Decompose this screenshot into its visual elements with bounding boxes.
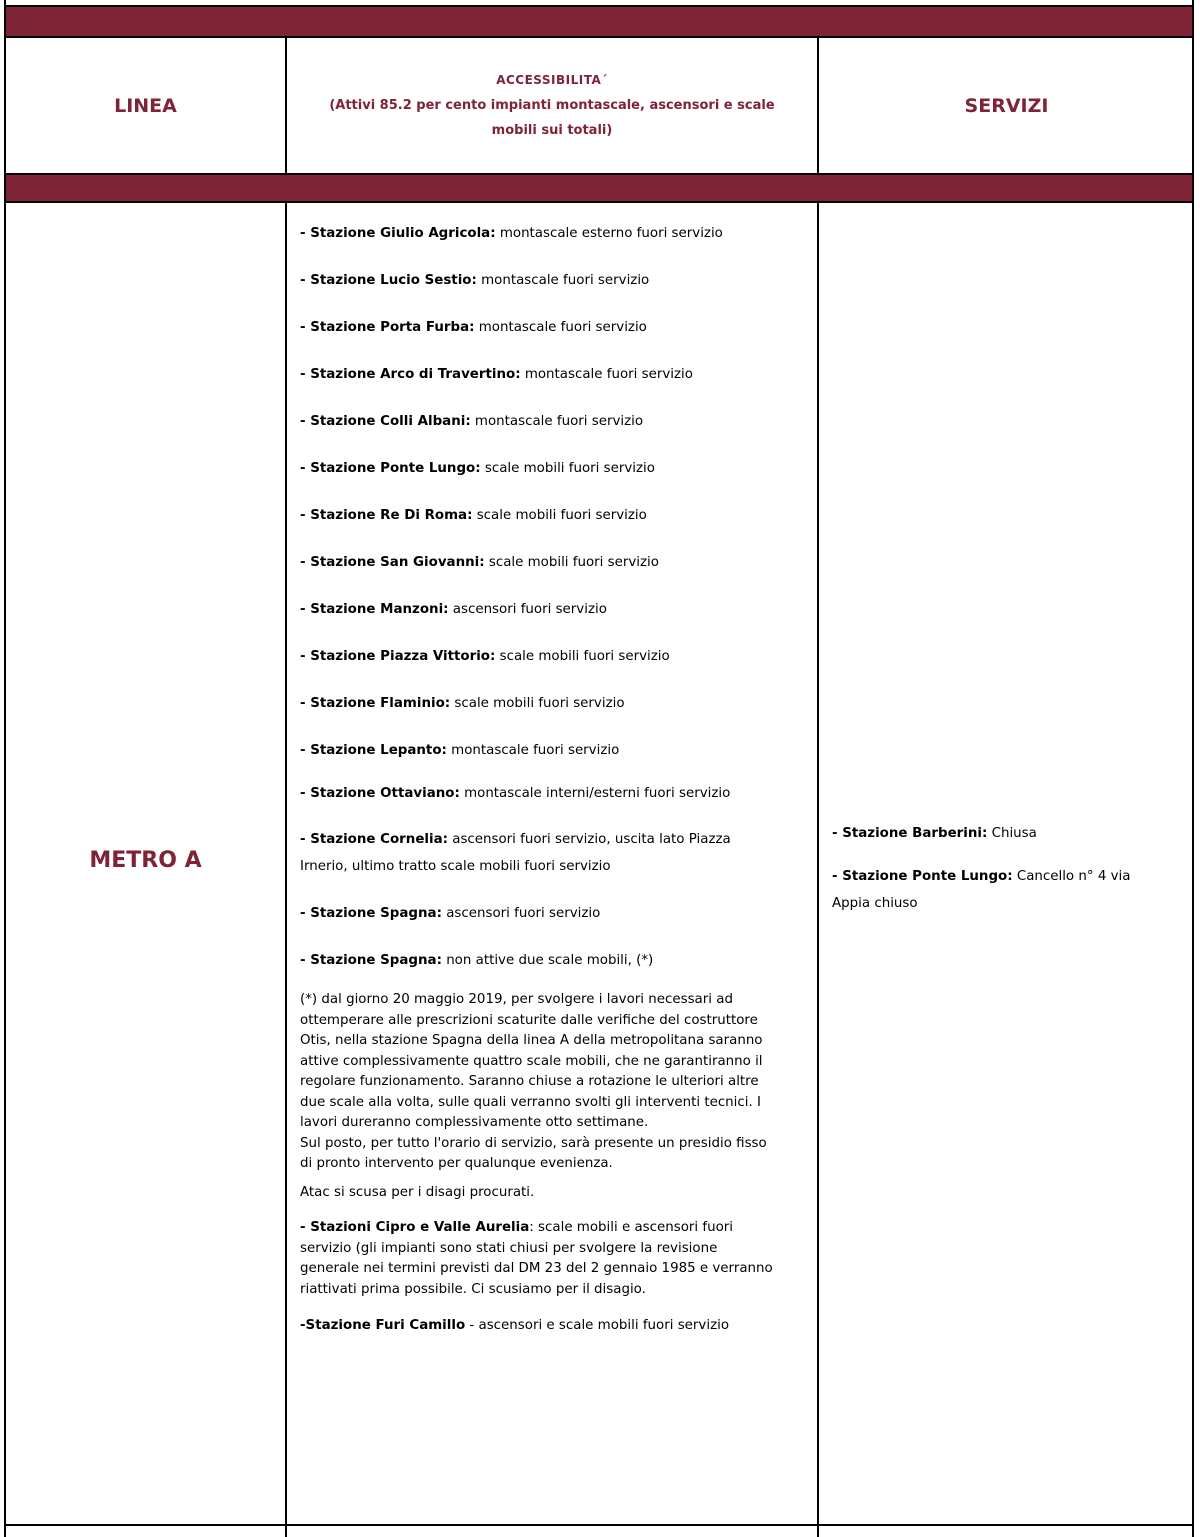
linea-metro-a: METRO A — [89, 848, 202, 873]
list-item: - Stazione Flaminio: scale mobili fuori servizio — [300, 696, 625, 711]
header-accessibilita — [287, 38, 817, 173]
list-item: - Stazione Re Di Roma: scale mobili fuori servizio — [300, 508, 647, 523]
list-item: - Stazione Porta Furba: montascale fuori servizio — [300, 320, 647, 335]
list-item: - Stazione Barberini: Chiusa — [832, 826, 1037, 841]
list-item: - Stazione Ponte Lungo: scale mobili fuori servizio — [300, 461, 655, 476]
list-item: - Stazione Piazza Vittorio: scale mobili fuori servizio — [300, 649, 670, 664]
middle-band — [6, 173, 1192, 203]
list-item: - Stazione Manzoni: ascensori fuori servizio — [300, 602, 607, 617]
list-item: - Stazione Lucio Sestio: montascale fuori servizio — [300, 273, 650, 288]
top-band — [6, 5, 1192, 38]
list-item: - Stazione Spagna: non attive due scale mobili, (*) — [300, 953, 654, 968]
note-scuse: Atac si scusa per i disagi procurati. — [300, 1184, 535, 1200]
list-item: - Stazione Spagna: ascensori fuori servizio — [300, 906, 601, 921]
header-accessibilita-title: ACCESSIBILITA´ — [496, 73, 608, 87]
list-item-furi-camillo: -Stazione Furi Camillo - ascensori e scale mobili fuori servizio — [300, 1318, 730, 1333]
header-linea: LINEA — [114, 94, 177, 117]
list-item: - Stazione Giulio Agricola: montascale esterno fuori servizio — [300, 226, 723, 241]
header-servizi: SERVIZI — [964, 94, 1049, 117]
note-presidio: Sul posto, per tutto l'orario di servizio, sarà presente un presidio fisso di pronto intervento per qualunque evenienza. — [300, 1135, 767, 1171]
note-spagna: (*) dal giorno 20 maggio 2019, per svolgere i lavori necessari ad ottemperare alle prescrizioni scaturite dalle verifiche del costruttore Otis, nella stazione Spagna della linea A della metropolitana saranno attive complessivamente quattro scale mobili, che ne garantiranno il regolare funzionamento. Saranno chiuse a rotazione le ulteriori altre due scale alla volta, sulle quali verranno svolti gli interventi tecnici. I lavori dureranno complessivamente otto settimane. Sul posto, per tutto l'orario di servizio, sarà presente un presidio fisso di pronto intervento per qualunque evenienza. — [300, 992, 767, 1171]
list-item: - Stazione Lepanto: montascale fuori servizio — [300, 743, 620, 758]
column-divider — [285, 203, 287, 1537]
list-item-cipro: - Stazioni Cipro e Valle Aurelia: scale mobili e ascensori fuori servizio (gli impianti sono stati chiusi per svolgere la revisione generale nei termini previsti dal DM 23 del 2 gennaio 1985 e verranno riattivati prima possibile. Ci scusiamo per il disagio. — [300, 1220, 773, 1297]
column-divider — [817, 203, 819, 1537]
accessibilita-list — [300, 220, 780, 1345]
header-accessibilita-subtitle: (Attivi 85.2 per cento impianti montascale, ascensori e scale mobili sui totali) — [329, 98, 775, 138]
list-item: - Stazione Ponte Lungo: Cancello n° 4 via Appia chiuso — [832, 869, 1131, 911]
list-item: - Stazione Arco di Travertino: montascale fuori servizio — [300, 367, 693, 382]
row-divider — [6, 1524, 1192, 1526]
list-item: - Stazione Cornelia: ascensori fuori servizio, uscita lato Piazza Irnerio, ultimo tratto scale mobili fuori servizio — [300, 832, 731, 874]
list-item: - Stazione San Giovanni: scale mobili fuori servizio — [300, 555, 659, 570]
list-item: - Stazione Ottaviano: montascale interni/esterni fuori servizio — [300, 786, 731, 801]
list-item: - Stazione Colli Albani: montascale fuori servizio — [300, 414, 644, 429]
servizi-list — [832, 820, 1152, 933]
